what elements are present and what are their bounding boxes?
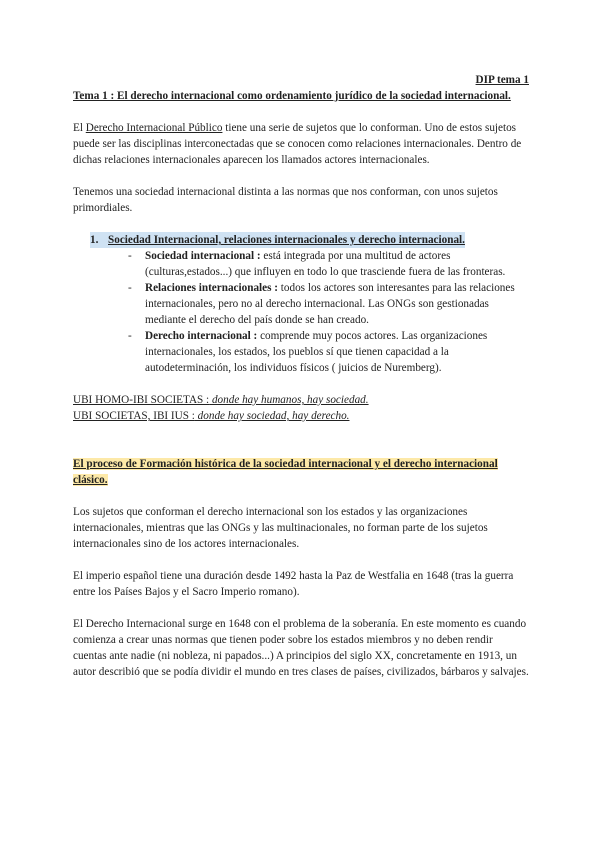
term-sociedad-internacional: Sociedad internacional : <box>145 250 261 262</box>
section-1-title: Sociedad Internacional, relaciones internacionales y derecho internacional. <box>108 234 465 246</box>
section-1-number: 1. <box>90 232 108 248</box>
list-item <box>128 328 529 376</box>
document-title: Tema 1 : El derecho internacional como ordenamiento jurídico de la sociedad internacional. <box>73 90 511 102</box>
term-derecho-internacional: Derecho internacional : <box>145 330 258 342</box>
term-relaciones-internacionales: Relaciones internacionales : <box>145 282 278 294</box>
definition-text: todos los actores son interesantes para las relaciones internacionales, pero no al derecho internacional. Las ONGs son gestionadas mediante el derecho del país donde se han creado. <box>145 282 515 326</box>
intro-text-end: tiene una serie de sujetos que lo conforman. Uno de estos sujetos puede ser las disciplinas interconectadas que se conocen como relaciones internacionales. Dentro de dichas relaciones internacionales aparecen los llamados actores internacionales. <box>73 122 522 166</box>
section-2-paragraph-1: Los sujetos que conforman el derecho internacional son los estados y las organizaciones internacionales, mientras que las ONGs y las multinacionales, no forman parte de los sujetos internacionales sino de los actores internacionales. <box>73 506 488 550</box>
dash-bullet: - <box>128 282 132 294</box>
quote-translation: donde hay sociedad, hay derecho. <box>194 410 350 422</box>
definitions-list <box>73 248 529 376</box>
intro-text-start: El <box>73 122 86 134</box>
quote-line <box>73 408 529 424</box>
definition-text: comprende muy pocos actores. Las organizaciones internacionales, los estados, los pueblos sí que tienen capacidad a la autodeterminación, los individuos físicos ( juicios de Nuremberg). <box>145 330 488 374</box>
dash-bullet: - <box>128 250 132 262</box>
intro-paragraph-2: Tenemos una sociedad internacional distinta a las normas que nos conforman, con unos sujetos primordiales. <box>73 186 498 214</box>
list-item <box>128 280 529 328</box>
document-code: DIP tema 1 <box>475 74 529 86</box>
quote-line <box>73 392 529 408</box>
document-page <box>73 72 529 680</box>
section-2-paragraph-3: El Derecho Internacional surge en 1648 con el problema de la soberanía. En este momento es cuando comienza a crear unas normas que tienen poder sobre los estados miembros y no deben rendir cuentas ante nadie (ni nobleza, ni papados...) A principios del siglo XX, concretamente en 1913, un autor describió que se podía dividir el mundo en tres clases de países, civilizados, bárbaros y salvajes. <box>73 618 529 678</box>
section-2-paragraph-2: El imperio español tiene una duración desde 1492 hasta la Paz de Westfalia en 1648 (tras la guerra entre los Países Bajos y el Sacro Imperio romano). <box>73 570 514 598</box>
intro-paragraph-1 <box>73 120 529 168</box>
latin-phrase: UBI HOMO-IBI SOCIETAS : <box>73 394 210 406</box>
quote-translation: donde hay humanos, hay sociedad. <box>209 394 369 406</box>
dip-link[interactable]: Derecho Internacional Público <box>85 122 223 134</box>
section-1-heading <box>73 232 529 248</box>
latin-phrase: UBI SOCIETAS, IBI IUS : <box>73 410 195 422</box>
dash-bullet: - <box>128 330 132 342</box>
section-2-heading <box>73 456 529 488</box>
list-item <box>128 248 529 280</box>
latin-quotes <box>73 392 529 424</box>
definition-text: está integrada por una multitud de actores (culturas,estados...) que influyen en todo lo que trasciende fuera de las fronteras. <box>145 250 506 278</box>
section-2-title: El proceso de Formación histórica de la sociedad internacional y el derecho internacional clásico. <box>73 458 498 486</box>
